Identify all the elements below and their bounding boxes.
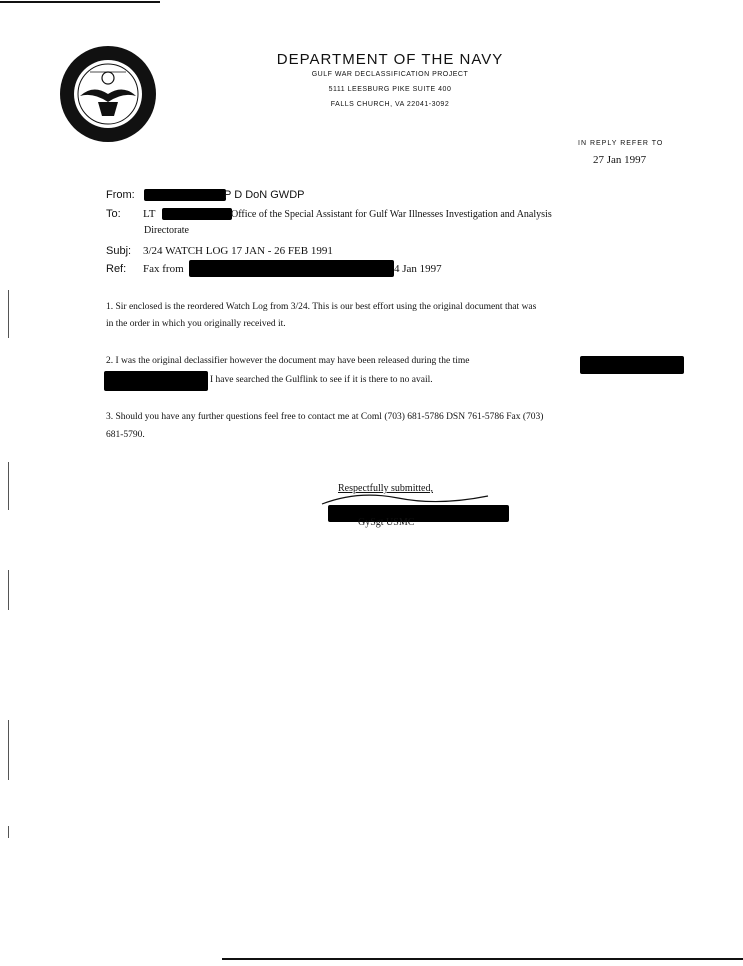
- margin-mark: [8, 290, 9, 338]
- to-value: Office of the Special Assistant for Gulf War Illnesses Investigation and Analysis: [231, 209, 552, 220]
- signature-closing: Respectfully submitted,: [338, 483, 433, 494]
- margin-mark: [8, 462, 9, 510]
- subj-label: Subj:: [106, 245, 132, 257]
- margin-mark: [8, 570, 9, 610]
- paragraph-2-line-2: I have searched the Gulflink to see if it is there to no avail.: [210, 375, 433, 385]
- paragraph-3-line-2: 681-5790.: [106, 430, 145, 440]
- reply-label: IN REPLY REFER TO: [578, 140, 664, 147]
- paragraph-2-line-1: 2. I was the original declassifier however the document may have been released during the time: [106, 356, 470, 366]
- subj-value: 3/24 WATCH LOG 17 JAN - 26 FEB 1991: [143, 245, 333, 257]
- letterhead-line-1: GULF WAR DECLASSIFICATION PROJECT: [311, 71, 469, 78]
- to-prefix: LT: [143, 208, 156, 220]
- paragraph-1-line-2: in the order in which you originally received it.: [106, 319, 286, 329]
- letterhead-line-3: FALLS CHURCH, VA 22041-3092: [330, 101, 450, 108]
- redaction: [328, 505, 509, 522]
- ref-suffix: 4 Jan 1997: [394, 263, 442, 275]
- paragraph-1-line-1: 1. Sir enclosed is the reordered Watch Log from 3/24. This is our best effort using the original document that was: [106, 302, 537, 312]
- letter-date: 27 Jan 1997: [593, 154, 647, 166]
- redaction: [162, 208, 232, 220]
- bottom-scan-rule: [222, 958, 743, 960]
- from-label: From:: [106, 189, 135, 201]
- redaction: [580, 356, 684, 374]
- margin-mark: [8, 826, 9, 838]
- department-title: DEPARTMENT OF THE NAVY: [276, 51, 504, 68]
- to-value-line2: Directorate: [144, 225, 189, 236]
- ref-prefix: Fax from: [143, 263, 184, 275]
- from-value: P D DoN GWDP: [224, 189, 305, 201]
- redaction: [189, 260, 394, 277]
- redaction: [104, 371, 208, 391]
- signature-rank: GySgt USMC: [358, 517, 415, 528]
- ref-label: Ref:: [106, 263, 127, 275]
- redaction: [144, 189, 226, 201]
- margin-mark: [8, 720, 9, 780]
- letterhead-line-2: 5111 LEESBURG PIKE SUITE 400: [328, 86, 452, 93]
- paragraph-3-line-1: 3. Should you have any further questions feel free to contact me at Coml (703) 681-5786 DSN 761-5786 Fax (703): [106, 412, 544, 422]
- top-scan-rule: [0, 1, 160, 3]
- to-label: To:: [106, 208, 121, 220]
